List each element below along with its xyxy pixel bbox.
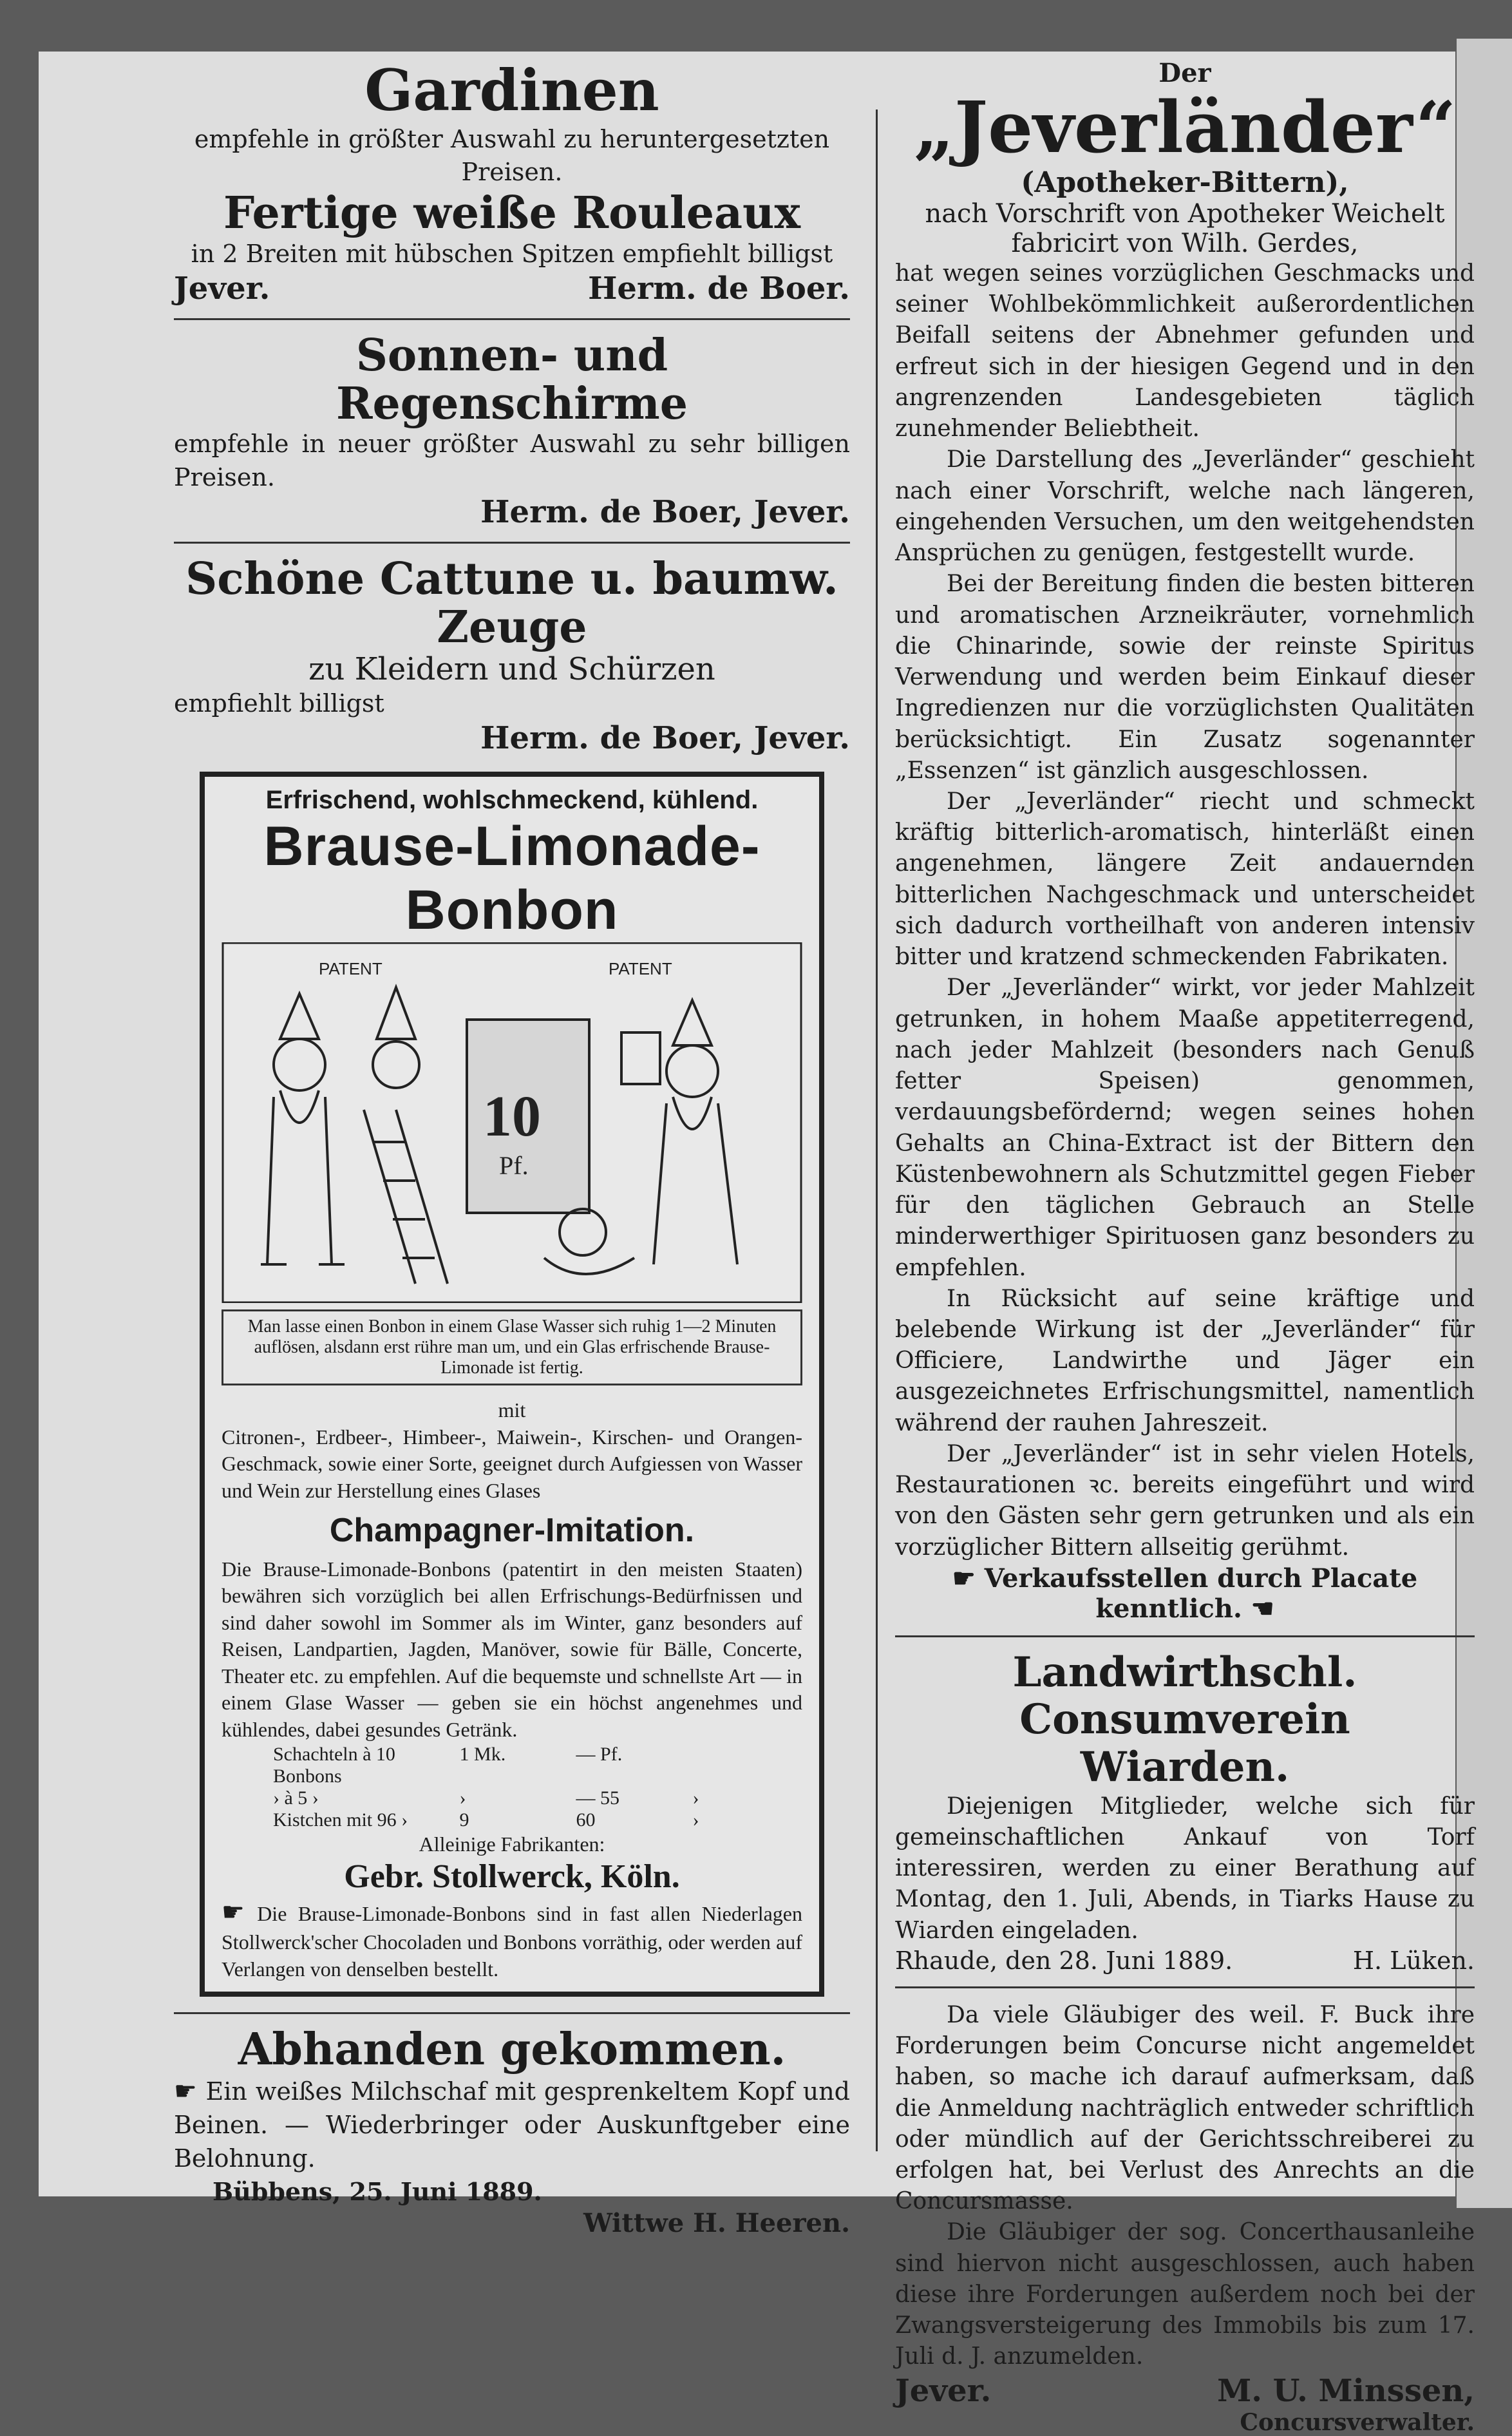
lost-ad: [174, 2026, 850, 2238]
consum-title: Landwirthschl. Consumverein: [1012, 1648, 1357, 1744]
jever-title: „Jeverländer“: [913, 86, 1457, 169]
jeverlaender-ad: [895, 58, 1475, 1624]
crate-unit: Pf.: [499, 1151, 529, 1181]
price-cell: ›: [459, 1787, 466, 1809]
rule: [174, 2012, 850, 2014]
price-cell: › à 5 ›: [273, 1787, 319, 1809]
brause-flavours: Citronen-, Erdbeer-, Himbeer-, Maiwein-, Kirschen- und Orangen-Geschmack, sowie einer Sorte, geeignet durch Aufgiessen von Wasser und Wein zur Herstellung eines Glases: [222, 1425, 802, 1502]
price-cell: [693, 1744, 751, 1787]
gnomes-illustration: [222, 942, 802, 1303]
schirme-ad: [174, 329, 850, 531]
consum-signature: [895, 1946, 1475, 1975]
price-cell: 9: [459, 1809, 469, 1831]
price-cell: 60: [576, 1809, 596, 1831]
schirme-text: empfehle in neuer größter Auswahl zu sehr billigen Preisen.: [174, 430, 850, 491]
brause-brand: Brause-Limonade-Bonbon: [263, 815, 761, 942]
jever-p5: Der „Jeverländer“ wirkt, vor jeder Mahlzeit getrunken, in hohem Maaße appetiterregend, nach jeder Mahlzeit (besonders nach Genuß fetter Speisen) genommen, verdauungsbefördernd; wegen seines hohen Gehalts an China-Extract ist der Bittern den Küstenbewohnern als Schutzmittel gegen Fieber für den täglichen Gebrauch an Stelle minderwerthiger Spirituosen ganz besonders zu empfehlen.: [895, 975, 1475, 1281]
consumverein-ad: [895, 1649, 1475, 1975]
price-cell: 1 Mk.: [459, 1743, 506, 1765]
price-cell: Schachteln à 10 Bonbons: [273, 1743, 395, 1787]
concurs-body: [895, 2000, 1475, 2373]
pointing-hand-icon: ☛: [222, 1898, 258, 1927]
rule: [174, 318, 850, 320]
brause-caption: Man lasse einen Bonbon in einem Glase Wasser sich ruhig 1—2 Minuten auflösen, alsdann erst rühre man um, und ein Glas erfrischende Brause-Limonade ist fertig.: [222, 1309, 802, 1385]
price-table: [222, 1744, 802, 1831]
concurs-signature: [895, 2373, 1475, 2409]
consum-text: [895, 1791, 1475, 1946]
concurs-ad: [895, 2000, 1475, 2436]
jever-p2: Die Darstellung des „Jeverländer“ geschieht nach einer Vorschrift, welche nach längeren, eingehenden Versuchen, um den weitgehendsten Ansprüchen zu genügen, festgestellt wurde.: [895, 446, 1475, 567]
jever-sales-text: Verkaufsstellen durch Placate kenntlich.: [984, 1563, 1418, 1624]
jever-line2: fabricirt von Wilh. Gerdes,: [1011, 229, 1359, 258]
concurs-signer: M. U. Minssen,: [1217, 2372, 1475, 2409]
jever-sales: [895, 1563, 1475, 1624]
pointing-hand-icon: ☚: [1242, 1593, 1274, 1624]
price-cell: — 55: [576, 1787, 620, 1809]
cattune-ad: [174, 555, 850, 756]
rouleaux-text: in 2 Breiten mit hübschen Spitzen empfiehlt billigst: [191, 239, 833, 268]
jever-p4: Der „Jeverländer“ riecht und schmeckt kräftig bitterlich-aromatisch, hinterläßt einen angenehmen, längere Zeit andauernden bitterlichen Nachgeschmack und unterscheidet sich dadurch vortheilhaft von anderen intensiv bitter und kratzend schmeckenden Fabrikaten.: [895, 788, 1475, 971]
champagne-heading: Champagner-Imitation.: [329, 1511, 695, 1549]
price-cell: ›: [692, 1809, 699, 1831]
gardinen-text: empfehle in größter Auswahl zu heruntergesetzten Preisen.: [194, 125, 830, 187]
lost-text: [174, 2074, 850, 2175]
place: Jever.: [174, 270, 270, 307]
cattune-subtitle: zu Kleidern und Schürzen: [308, 651, 715, 687]
price-cell: Kistchen mit 96 ›: [273, 1809, 408, 1831]
lost-date: Bübbens, 25. Juni 1889.: [213, 2176, 542, 2206]
jever-p6: In Rücksicht auf seine kräftige und belebende Wirkung ist der „Jeverländer“ für Officiere, Landwirthe und Jäger ein ausgezeichnetes Erfrischungsmittel, namentlich während der rauhen Jahreszeit.: [895, 1285, 1475, 1436]
concurs-p2: Die Gläubiger der sog. Concerthausanleihe sind hiervon nicht ausgeschlossen, auch haben diese ihre Forderungen außerdem noch bei der Zwangsversteigerung des Immobils bis zum 17. Juli d. J. anzumelden.: [895, 2219, 1475, 2370]
rule: [174, 542, 850, 544]
brause-description: Die Brause-Limonade-Bonbons (patentirt in den meisten Staaten) bewähren sich vorzüglich bei allen Erfrischungs-Bedürfnissen und sind daher sowohl im Sommer als im Winter, ganz besonders auf Reisen, Landpartien, Jagden, Manöver, sowie für Bälle, Concerte, Theater etc. zu empfehlen. Auf die bequemste und schnellste Art — in einem Glase Wasser — geben sie ein höchst angenehmes und kühlendes, dabei gesundes Getränk.: [222, 1557, 802, 1742]
consum-date: Rhaude, den 28. Juni 1889.: [895, 1946, 1233, 1975]
cattune-signer: Herm. de Boer, Jever.: [480, 720, 850, 757]
jever-body: [895, 258, 1475, 1563]
schirme-signer: Herm. de Boer, Jever.: [480, 494, 850, 531]
lost-text-body: Ein weißes Milchschaf mit gesprenkeltem Kopf und Beinen. — Wiederbringer oder Auskunftgeber eine Belohnung.: [174, 2077, 851, 2173]
right-column: [895, 58, 1475, 2436]
gardinen-title: Gardinen: [364, 57, 659, 124]
patent-label: PATENT: [319, 959, 383, 979]
maker-name: Gebr. Stollwerck, Köln.: [344, 1858, 680, 1896]
brause-footer-text: Die Brause-Limonade-Bonbons sind in fast allen Niederlagen Stollwerck'scher Chocoladen und Bonbons vorräthig, oder werden auf Verlangen von denselben bestellt.: [222, 1902, 803, 1981]
consum-place: Wiarden.: [1080, 1743, 1290, 1792]
rouleaux-title: Fertige weiße Rouleaux: [223, 187, 801, 239]
jever-p7: Der „Jeverländer“ ist in sehr vielen Hotels, Restaurationen ꝛc. bereits eingeführt und wird von den Gästen sehr gern getrunken und als ein vorzüglicher Bittern allseitig gerühmt.: [895, 1440, 1475, 1561]
consum-signer: H. Lüken.: [1352, 1946, 1475, 1975]
cattune-title: Schöne Cattune u. baumw. Zeuge: [185, 553, 838, 653]
pointing-hand-icon: ☛: [174, 2077, 206, 2107]
brause-footer: [222, 1896, 802, 1983]
price-cell: ›: [692, 1787, 699, 1809]
jever-p1: hat wegen seines vorzüglichen Geschmacks und seiner Wohlbekömmlichkeit außerordentlichen Beifall seitens der Abnehmer gefunden und erfreut sich in der hiesigen Gegend und in den angrenzenden Landesgebieten täglich zunehmender Beliebtheit.: [895, 260, 1475, 442]
brause-tagline: Erfrischend, wohlschmeckend, kühlend.: [265, 786, 759, 815]
rouleaux-signature: [174, 271, 850, 307]
column-divider: [876, 109, 878, 2151]
lost-signer: Wittwe H. Heeren.: [583, 2208, 850, 2239]
brause-mit: mit: [498, 1398, 526, 1422]
jever-line1: nach Vorschrift von Apotheker Weichelt: [925, 199, 1445, 229]
rule: [895, 1986, 1475, 1988]
jever-der: Der: [1158, 58, 1211, 88]
patent-label: PATENT: [609, 959, 672, 979]
jever-sub: (Apotheker-Bittern),: [1021, 166, 1349, 199]
price-cell: — Pf.: [576, 1743, 623, 1765]
concurs-role: Concursverwalter.: [1240, 2408, 1475, 2436]
jever-p3: Bei der Bereitung finden die besten bitteren und aromatischen Arzneikräuter, vornehmlich die Chinarinde, sowie der reinste Spiritus Verwendung und werden beim Einkauf dieser Ingredienzen nur die vorzüglichsten Qualitäten berücksichtigt. Ein Zusatz sogenannter „Essenzen“ ist gänzlich ausgeschlossen.: [895, 571, 1475, 784]
pointing-hand-icon: ☛: [952, 1563, 985, 1594]
gardinen-ad: [174, 58, 850, 307]
concurs-p1: Da viele Gläubiger des weil. F. Buck ihre Forderungen beim Concurse nicht angemeldet haben, so mache ich darauf aufmerksam, daß die Anmeldung nachträglich entweder schriftlich oder mündlich auf der Gerichtsschreiberei zu erfolgen hat, bei Verlust des Anrechts an die Concursmasse.: [895, 2001, 1475, 2215]
concurs-place: Jever.: [895, 2372, 992, 2409]
crate-price: 10: [483, 1085, 541, 1149]
signer: Herm. de Boer.: [588, 270, 850, 307]
cattune-text: empfiehlt billigst: [174, 689, 384, 718]
lost-title: Abhanden gekommen.: [238, 2024, 786, 2076]
schirme-title: Sonnen- und Regenschirme: [335, 329, 688, 430]
rule: [895, 1635, 1475, 1637]
brause-ad: [200, 772, 824, 1997]
makers-label: Alleinige Fabrikanten:: [419, 1832, 605, 1856]
consum-p: Diejenigen Mitglieder, welche sich für gemeinschaftlichen Ankauf von Torf interessiren, werden zu einer Berathung auf Montag, den 1. Juli, Abends, in Tiarks Hause zu Wiarden eingeladen.: [895, 1793, 1475, 1944]
left-column: [174, 58, 850, 2238]
